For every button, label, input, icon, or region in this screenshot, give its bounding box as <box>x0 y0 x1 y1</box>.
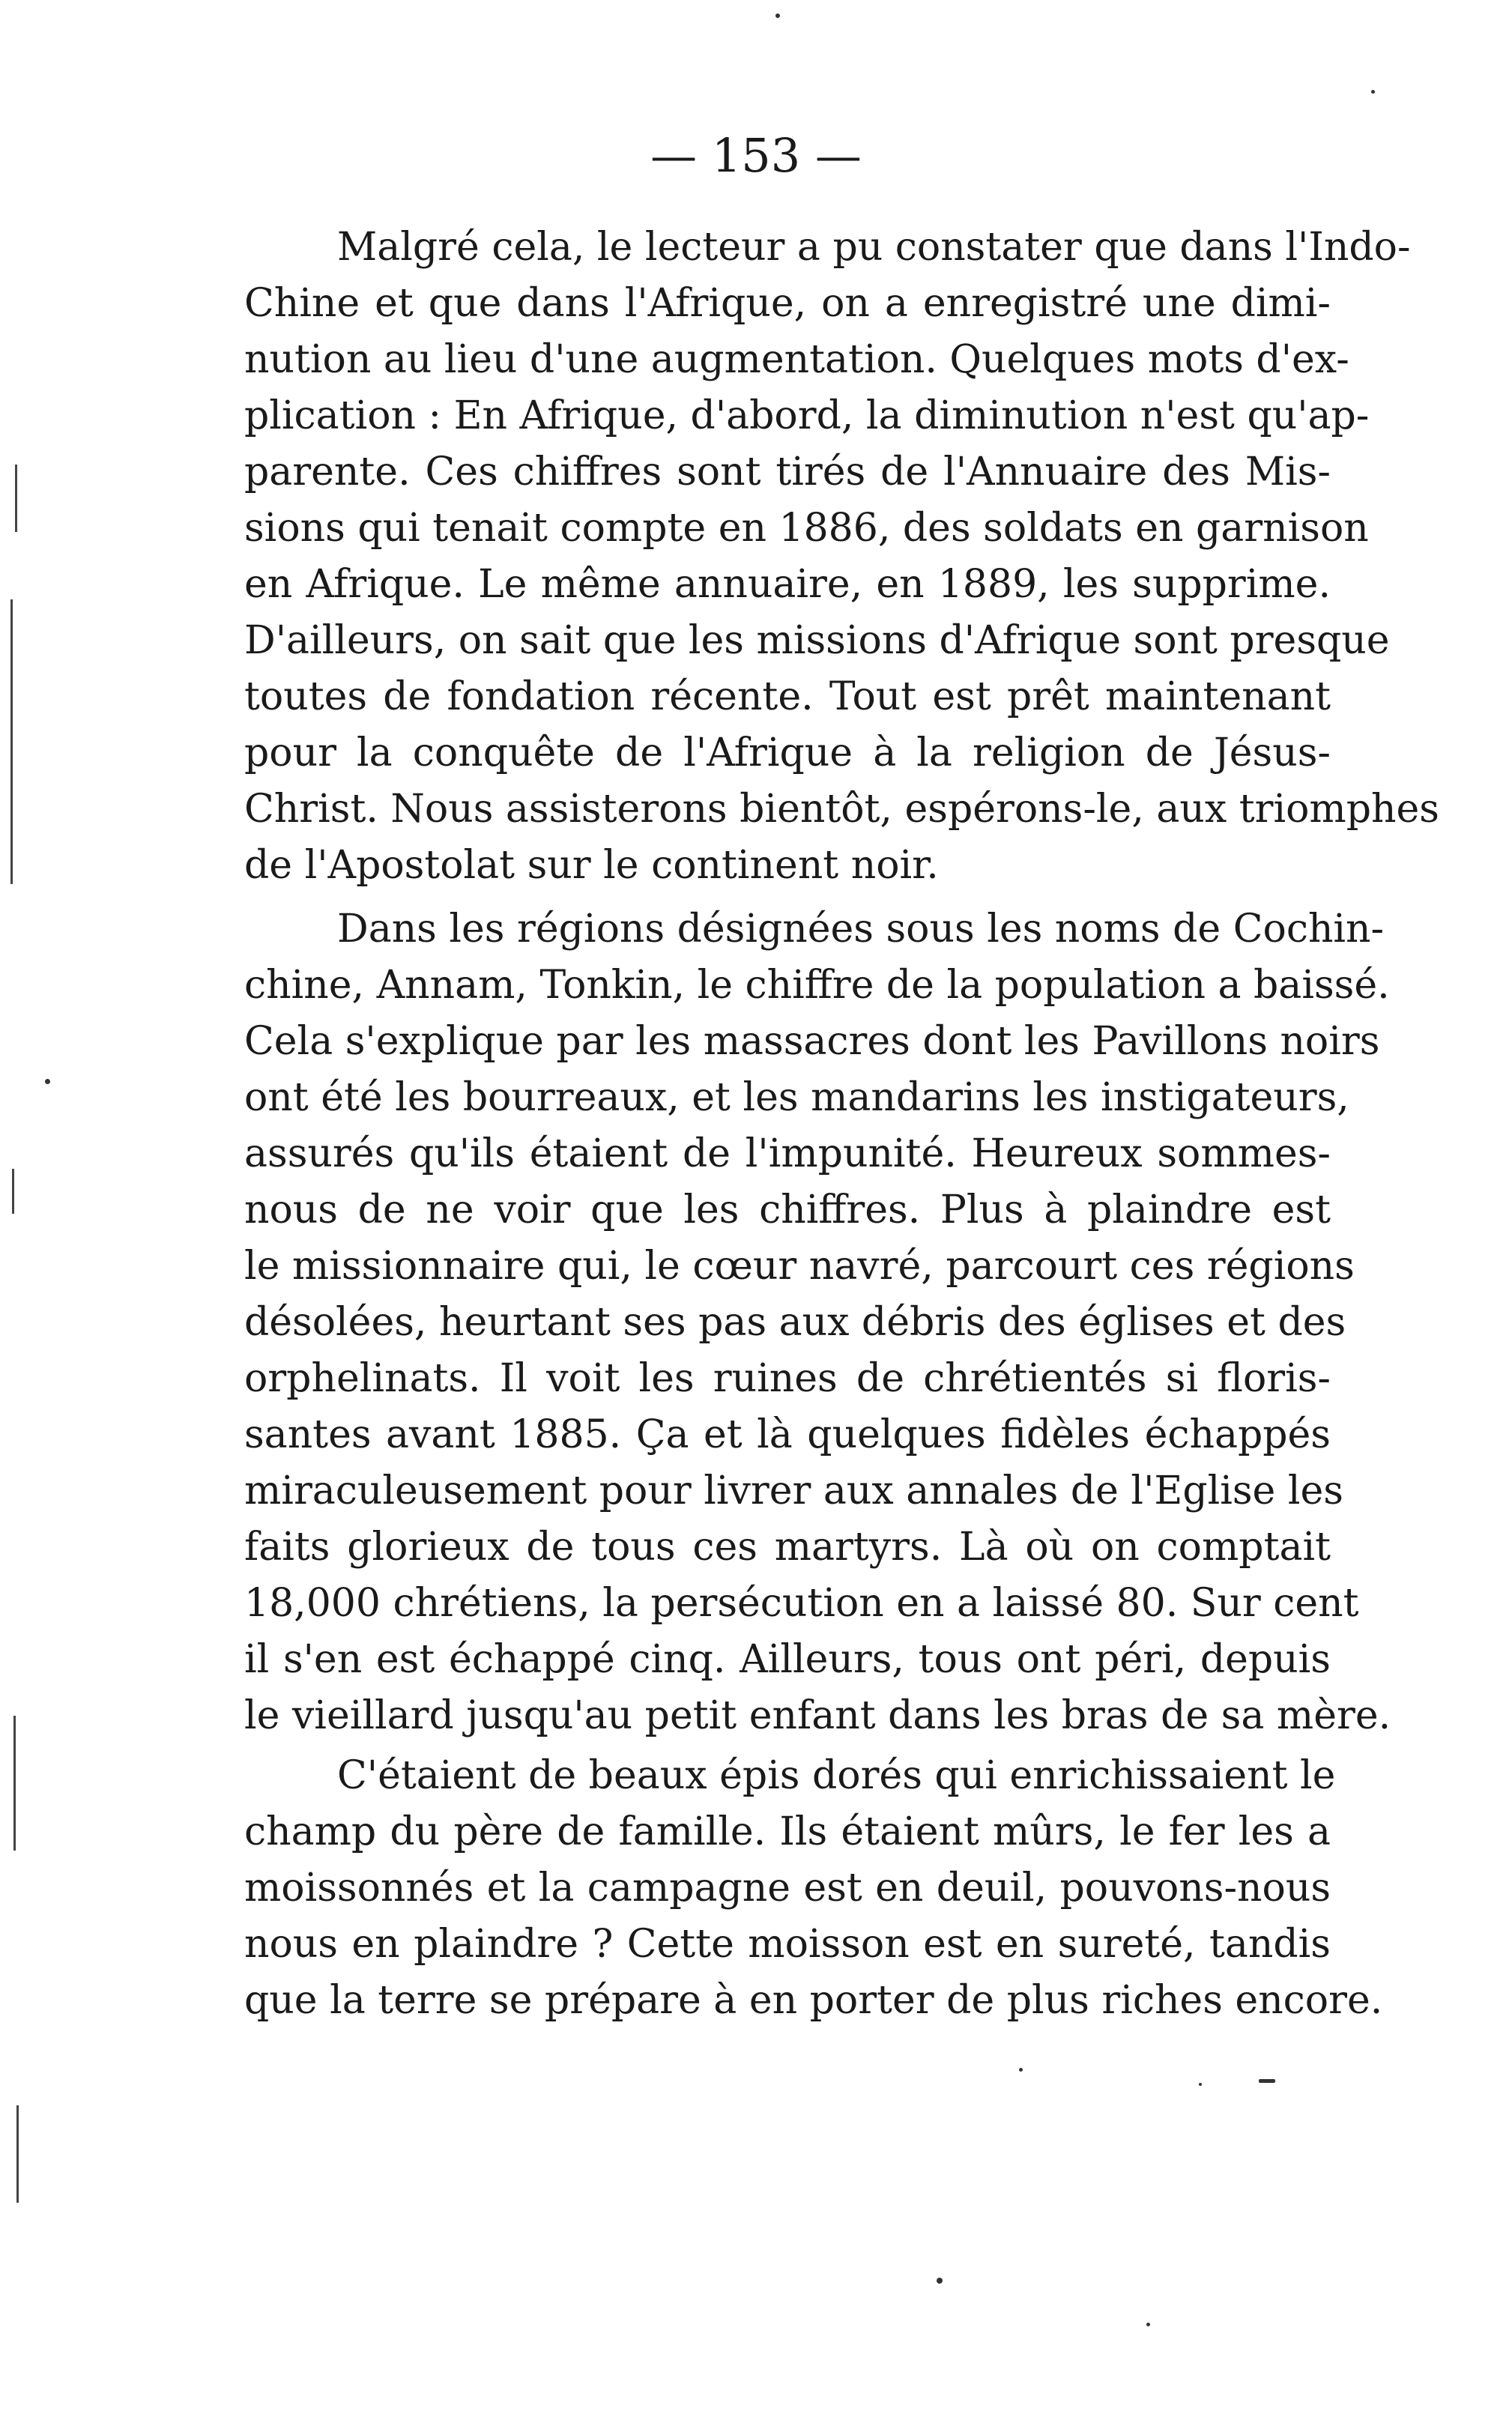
text-line: moissonnés et la campagne est en deuil, pouvons-nous <box>244 1866 1331 1911</box>
text-line: Chine et que dans l'Afrique, on a enregistré une dimi- <box>244 281 1331 326</box>
binding-mark <box>15 465 17 532</box>
text-line: D'ailleurs, on sait que les missions d'Afrique sont presque <box>244 618 1390 663</box>
text-line: orphelinats. Il voit les ruines de chrétientés si floris- <box>244 1356 1331 1401</box>
scan-speck <box>1371 90 1375 94</box>
text-line: ont été les bourreaux, et les mandarins les instigateurs, <box>244 1075 1349 1120</box>
text-line: le vieillard jusqu'au petit enfant dans les bras de sa mère. <box>244 1693 1391 1738</box>
text-line: parente. Ces chiffres sont tirés de l'Annuaire des Mis- <box>244 450 1331 494</box>
text-line: en Afrique. Le même annuaire, en 1889, les supprime. <box>244 562 1331 607</box>
scan-speck <box>1259 2079 1275 2083</box>
text-line: nution au lieu d'une augmentation. Quelques mots d'ex- <box>244 337 1349 382</box>
binding-mark <box>12 1169 14 1214</box>
paragraph-1 <box>244 220 1439 894</box>
text-line: miraculeusement pour livrer aux annales de l'Eglise les <box>244 1468 1343 1513</box>
page-number: — 153 — <box>650 128 862 183</box>
text-line: nous en plaindre ? Cette moisson est en sureté, tandis <box>244 1922 1331 1967</box>
text-line: sions qui tenait compte en 1886, des soldats en garnison <box>244 506 1369 551</box>
binding-mark <box>16 2105 19 2203</box>
text-line: assurés qu'ils étaient de l'impunité. Heureux sommes- <box>244 1131 1331 1176</box>
scan-speck <box>1146 2323 1150 2326</box>
text-line: Malgré cela, le lecteur a pu constater que dans l'Indo- <box>337 225 1411 270</box>
text-line: de l'Apostolat sur le continent noir. <box>244 843 939 888</box>
text-line: C'étaient de beaux épis dorés qui enrichissaient le <box>337 1753 1336 1798</box>
scan-speck <box>45 1079 50 1084</box>
text-line: santes avant 1885. Ça et là quelques fidèles échappés <box>244 1412 1331 1457</box>
text-line: il s'en est échappé cinq. Ailleurs, tous ont péri, depuis <box>244 1637 1331 1682</box>
text-line: le missionnaire qui, le cœur navré, parcourt ces régions <box>244 1244 1355 1289</box>
binding-mark <box>10 599 13 884</box>
text-line: champ du père de famille. Ils étaient mûrs, le fer les a <box>244 1809 1331 1854</box>
text-line: Cela s'explique par les massacres dont les Pavillons noirs <box>244 1019 1380 1064</box>
scan-speck <box>775 13 780 18</box>
scan-speck <box>937 2278 943 2284</box>
text-line: Christ. Nous assisterons bientôt, espérons-le, aux triomphes <box>244 787 1439 832</box>
paragraph-3 <box>244 1748 1383 2029</box>
text-line: désolées, heurtant ses pas aux débris des églises et des <box>244 1300 1346 1345</box>
text-line: pour la conquête de l'Afrique à la religion de Jésus- <box>244 730 1331 775</box>
text-line: chine, Annam, Tonkin, le chiffre de la population a baissé. <box>244 963 1390 1008</box>
text-line: Dans les régions désignées sous les noms de Cochin- <box>337 907 1385 952</box>
scan-speck <box>1019 2068 1023 2072</box>
binding-mark <box>13 1716 16 1851</box>
text-line: 18,000 chrétiens, la persécution en a laissé 80. Sur cent <box>244 1581 1359 1626</box>
scan-speck <box>1199 2083 1202 2086</box>
text-line: toutes de fondation récente. Tout est prêt maintenant <box>244 674 1331 719</box>
text-line: nous de ne voir que les chiffres. Plus à plaindre est <box>244 1188 1331 1232</box>
text-line: que la terre se prépare à en porter de plus riches encore. <box>244 1978 1383 2023</box>
text-line: faits glorieux de tous ces martyrs. Là où on comptait <box>244 1525 1331 1570</box>
paragraph-2 <box>244 901 1391 1744</box>
text-line: plication : En Afrique, d'abord, la diminution n'est qu'ap- <box>244 393 1370 438</box>
